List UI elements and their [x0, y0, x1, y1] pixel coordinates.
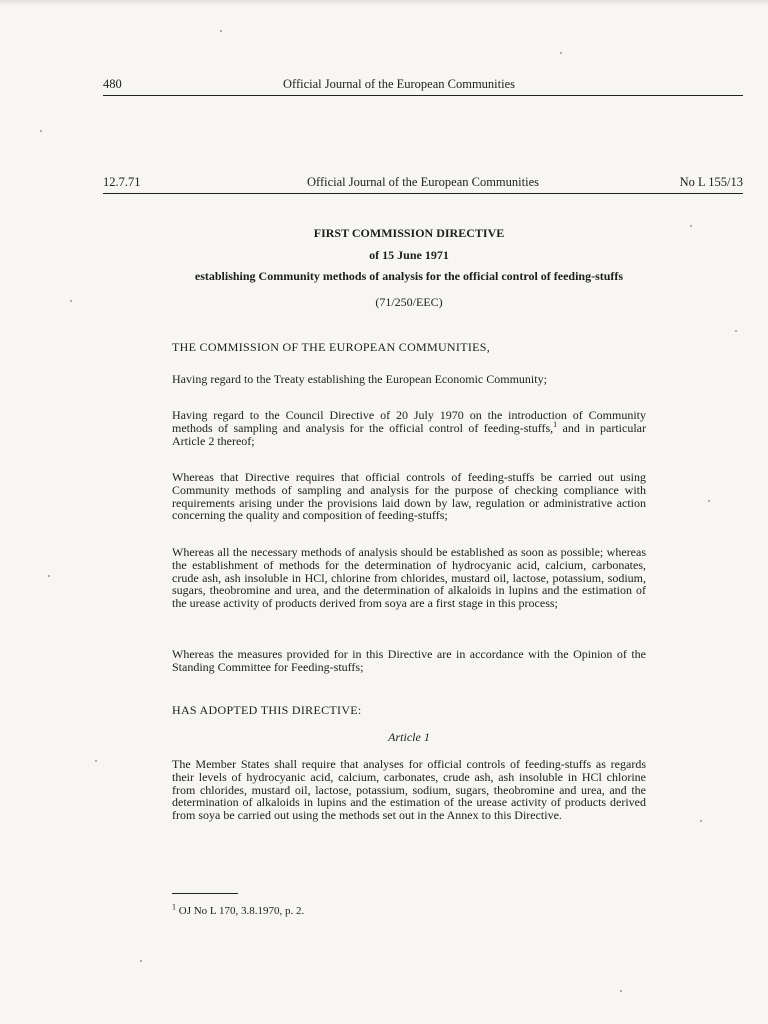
- preamble-treaty: Having regard to the Treaty establishing the European Economic Community;: [172, 372, 547, 386]
- directive-title: FIRST COMMISSION DIRECTIVE: [313, 226, 505, 240]
- preamble-whereas-1: Whereas that Directive requires that official controls of feeding-stuffs be carried out using Community methods of sampling and analysis for the purpose of checking compliance with requirements arising under the provisions laid down by law, regulation or administrative action concerning the quality and composition of feeding-stuffs;: [172, 470, 646, 523]
- scan-speck: [95, 760, 97, 762]
- preamble-whereas-2: Whereas all the necessary methods of analysis should be established as soon as possible; whereas the establishment of methods for the determination of hydrocyanic acid, calcium, carbonates, crude ash, ash insoluble in HCl, chlorine from chlorides, mustard oil, lactose, potassium, sodium, sugars, theobromine and urea, and the determination of alkaloids in lupins and the estimation of the urease activity of products derived from soya are a first stage in this process;: [172, 545, 646, 611]
- scan-speck: [70, 300, 72, 302]
- footnote-text: OJ No L 170, 3.8.1970, p. 2.: [176, 905, 305, 917]
- scan-speck: [40, 130, 42, 132]
- issue-date: 12.7.71: [103, 175, 141, 189]
- scan-speck: [560, 52, 562, 54]
- running-header-previous: [103, 76, 743, 96]
- scan-speck: [620, 990, 622, 992]
- page-number: 480: [103, 77, 122, 91]
- running-header: [103, 174, 743, 194]
- preamble-whereas-3: Whereas the measures provided for in this Directive are in accordance with the Opinion of the Standing Committee for Feeding-stuffs;: [172, 647, 646, 674]
- article-1-text: The Member States shall require that analyses for official controls of feeding-stuffs as regards their levels of hydrocyanic acid, calcium, carbonates, crude ash, ash insoluble in HCl chlorine from chlorides, mustard oil, lactose, potassium, sodium, sugars, theobromine and urea, and the determination of alkaloids in lupins and the estimation of the urease activity of products derived from soya be carried out using the methods set out in the Annex to this Directive.: [172, 757, 646, 823]
- journal-title: Official Journal of the European Communities: [283, 77, 516, 91]
- footnote-divider: [172, 893, 238, 894]
- scan-speck: [220, 30, 222, 32]
- journal-title: Official Journal of the European Communities: [306, 175, 539, 189]
- footnote: [172, 902, 305, 918]
- article-heading: Article 1: [388, 730, 430, 744]
- scan-speck: [735, 330, 737, 332]
- scan-speck: [48, 575, 50, 577]
- preamble-council-directive: Having regard to the Council Directive of 20 July 1970 on the introduction of Community methods of sampling and analysis for the official control of feeding-stuffs,$^1$ and in particular Article 2 thereof;: [172, 408, 646, 448]
- directive-number: (71/250/EEC): [375, 295, 443, 309]
- preamble-commission: THE COMMISSION OF THE EUROPEAN COMMUNITIES,: [172, 340, 491, 354]
- preamble-adopted: HAS ADOPTED THIS DIRECTIVE:: [172, 703, 362, 717]
- directive-subject: establishing Community methods of analysis for the official control of feeding-stuffs: [194, 269, 624, 283]
- scan-speck: [690, 225, 692, 227]
- scan-speck: [708, 500, 710, 502]
- footnote-reference: 1: [553, 419, 558, 429]
- scan-edge: [0, 0, 768, 6]
- scan-speck: [700, 820, 702, 822]
- journal-reference: No L 155/13: [679, 175, 743, 189]
- directive-date: of 15 June 1971: [369, 248, 449, 262]
- scan-speck: [140, 960, 142, 962]
- footnote-mark: 1: [172, 902, 176, 912]
